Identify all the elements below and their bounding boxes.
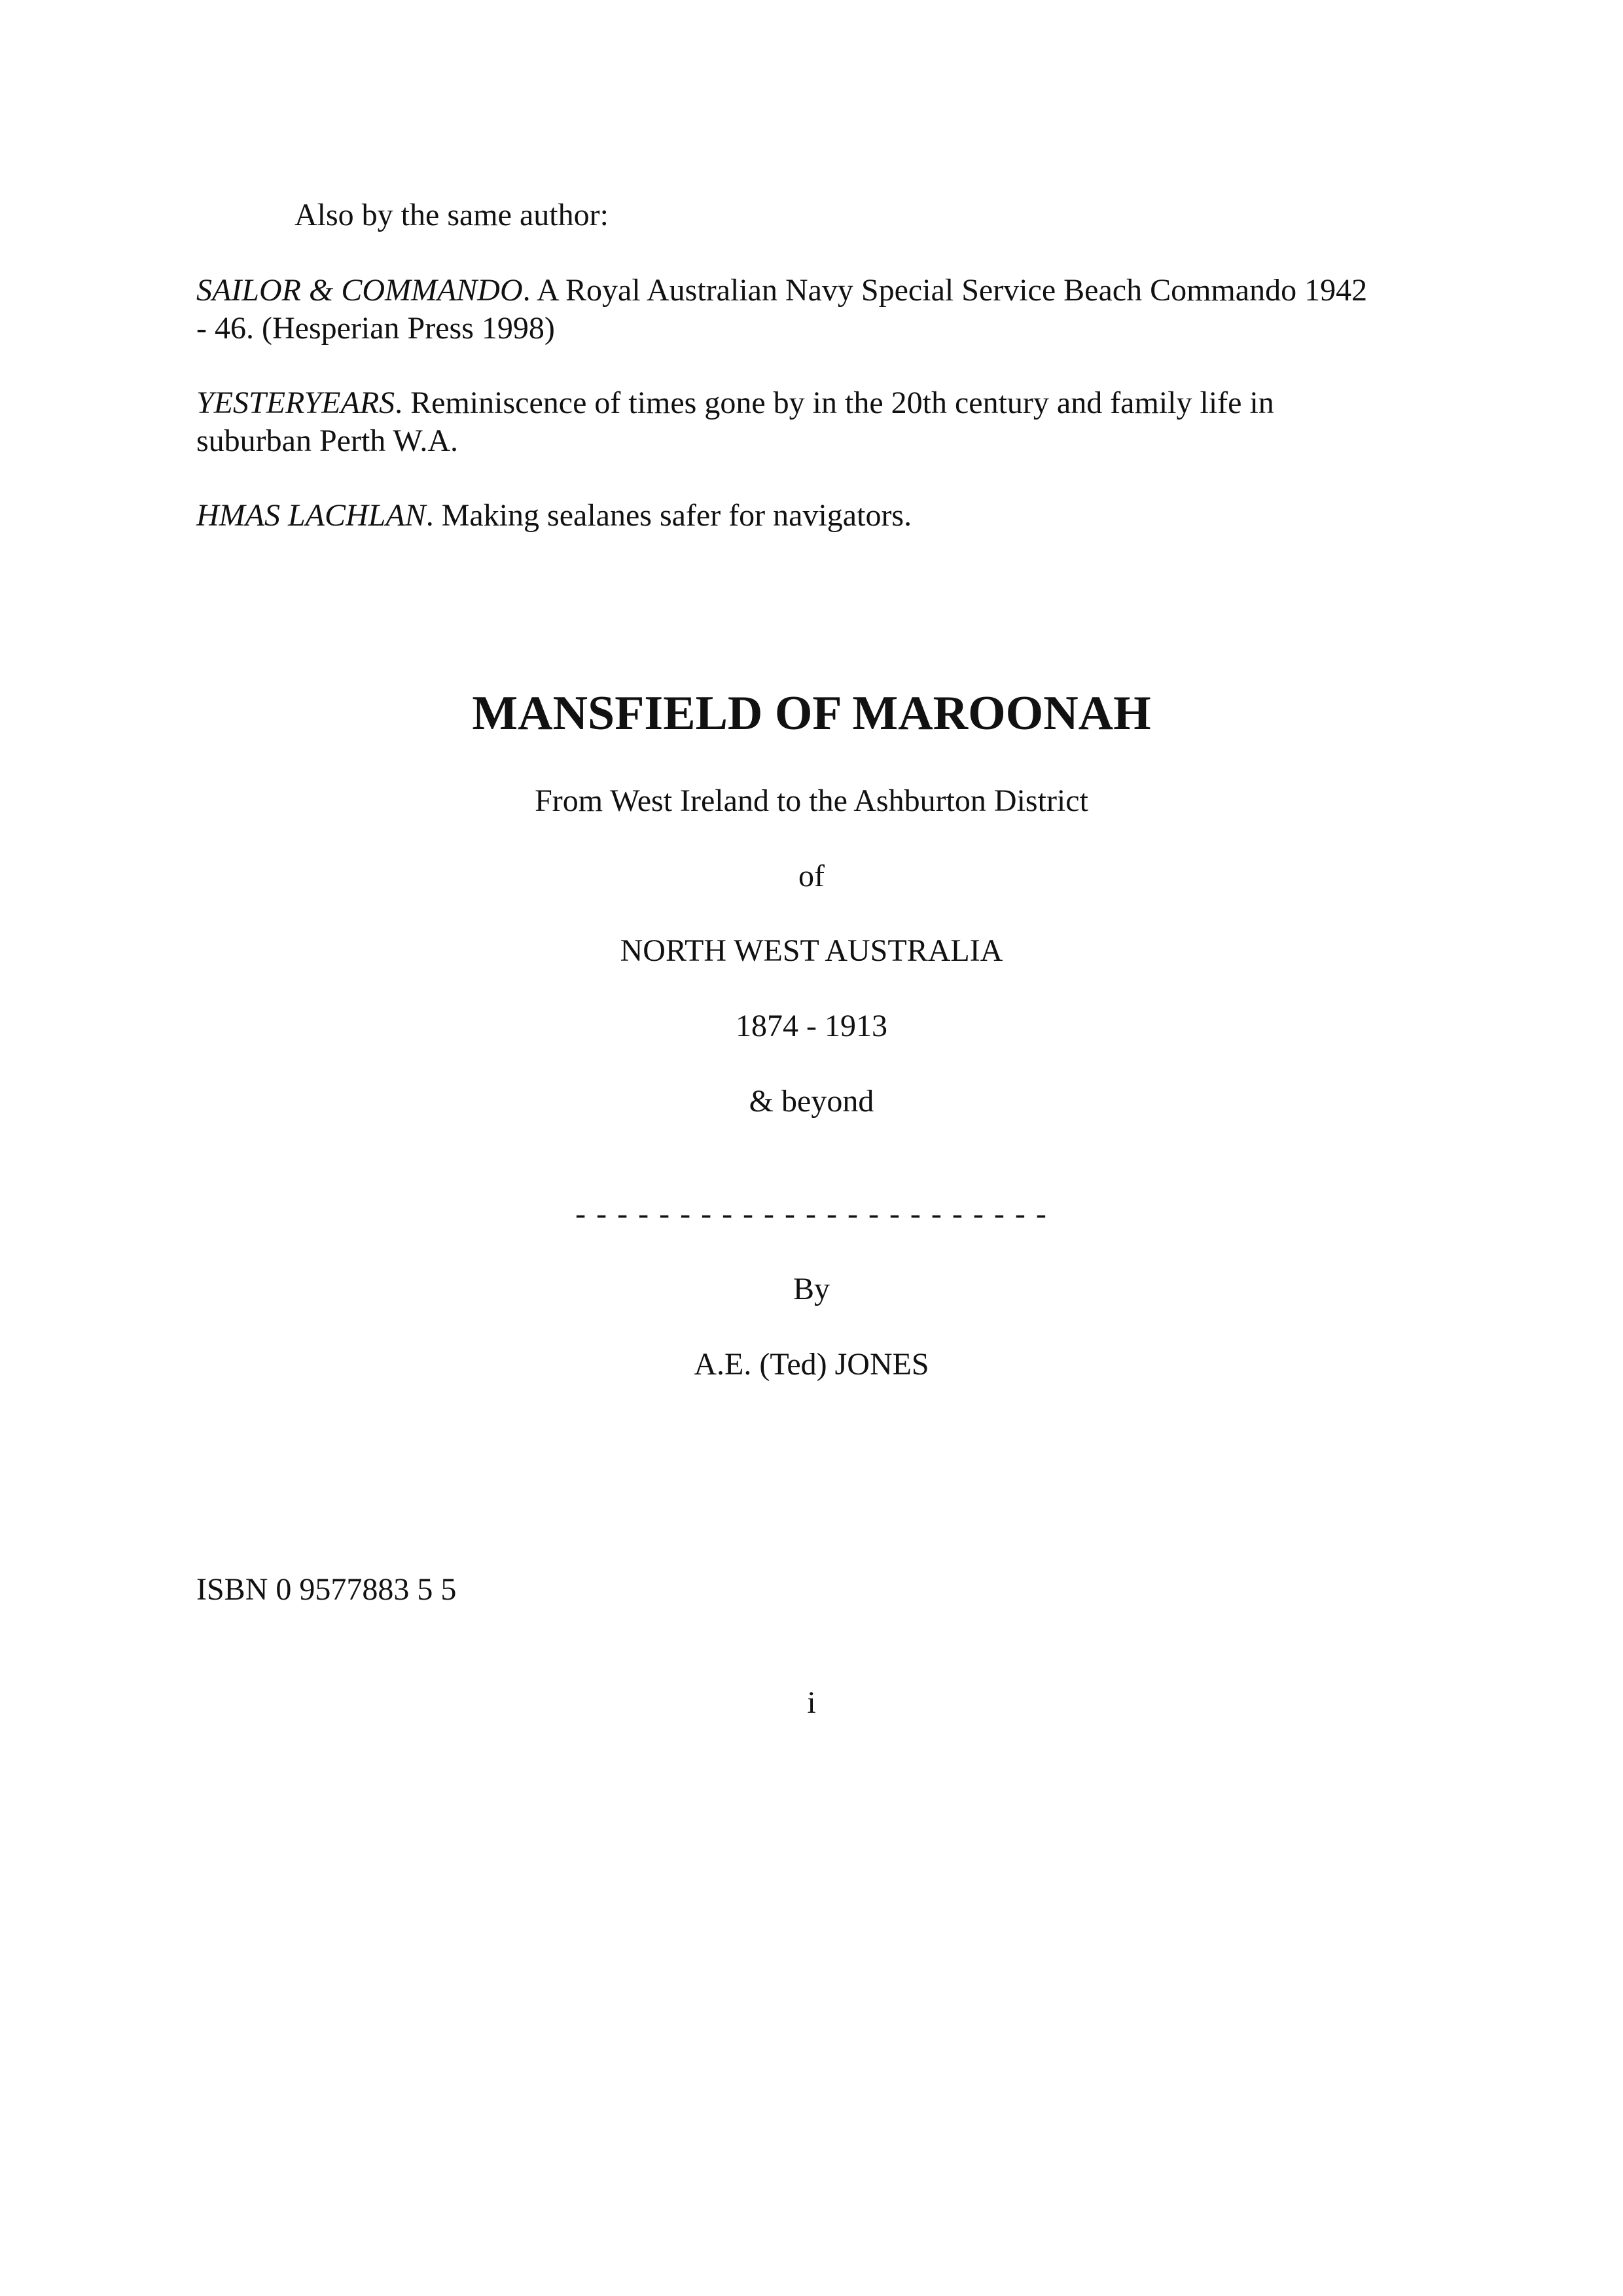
byline-by: By — [793, 1272, 830, 1306]
book-entry-3-line-1 — [196, 497, 912, 535]
subtitle: From West Ireland to the Ashburton District — [535, 783, 1088, 818]
book-entry-1-line-1 — [196, 272, 1367, 310]
book-entry-2-line-2: suburban Perth W.A. — [196, 423, 458, 458]
book-title-1: SAILOR & COMMANDO — [196, 273, 523, 308]
book-desc-2: . Reminiscence of times gone by in the 20th century and family life in — [395, 386, 1274, 420]
book-desc-1: . A Royal Australian Navy Special Service Beach Commando 1942 — [522, 273, 1368, 308]
separator-dashes: - - - - - - - - - - - - - - - - - - - - - - - — [575, 1196, 1048, 1231]
book-entry-1-line-2: - 46. (Hesperian Press 1998) — [196, 311, 555, 346]
subtitle-region: NORTH WEST AUSTRALIA — [620, 933, 1003, 968]
book-title-3: HMAS LACHLAN — [196, 498, 426, 533]
also-by-heading: Also by the same author: — [294, 198, 609, 232]
page-number: i — [807, 1685, 816, 1720]
book-title: MANSFIELD OF MAROONAH — [472, 687, 1151, 740]
subtitle-beyond: & beyond — [749, 1084, 874, 1119]
book-title-2: YESTERYEARS — [196, 386, 395, 420]
author-name: A.E. (Ted) JONES — [694, 1347, 929, 1382]
book-desc-3: . Making sealanes safer for navigators. — [425, 498, 912, 533]
subtitle-years: 1874 - 1913 — [736, 1009, 887, 1043]
book-entry-2-line-1 — [196, 384, 1274, 422]
isbn: ISBN 0 9577883 5 5 — [196, 1572, 457, 1607]
subtitle-of: of — [798, 859, 825, 893]
